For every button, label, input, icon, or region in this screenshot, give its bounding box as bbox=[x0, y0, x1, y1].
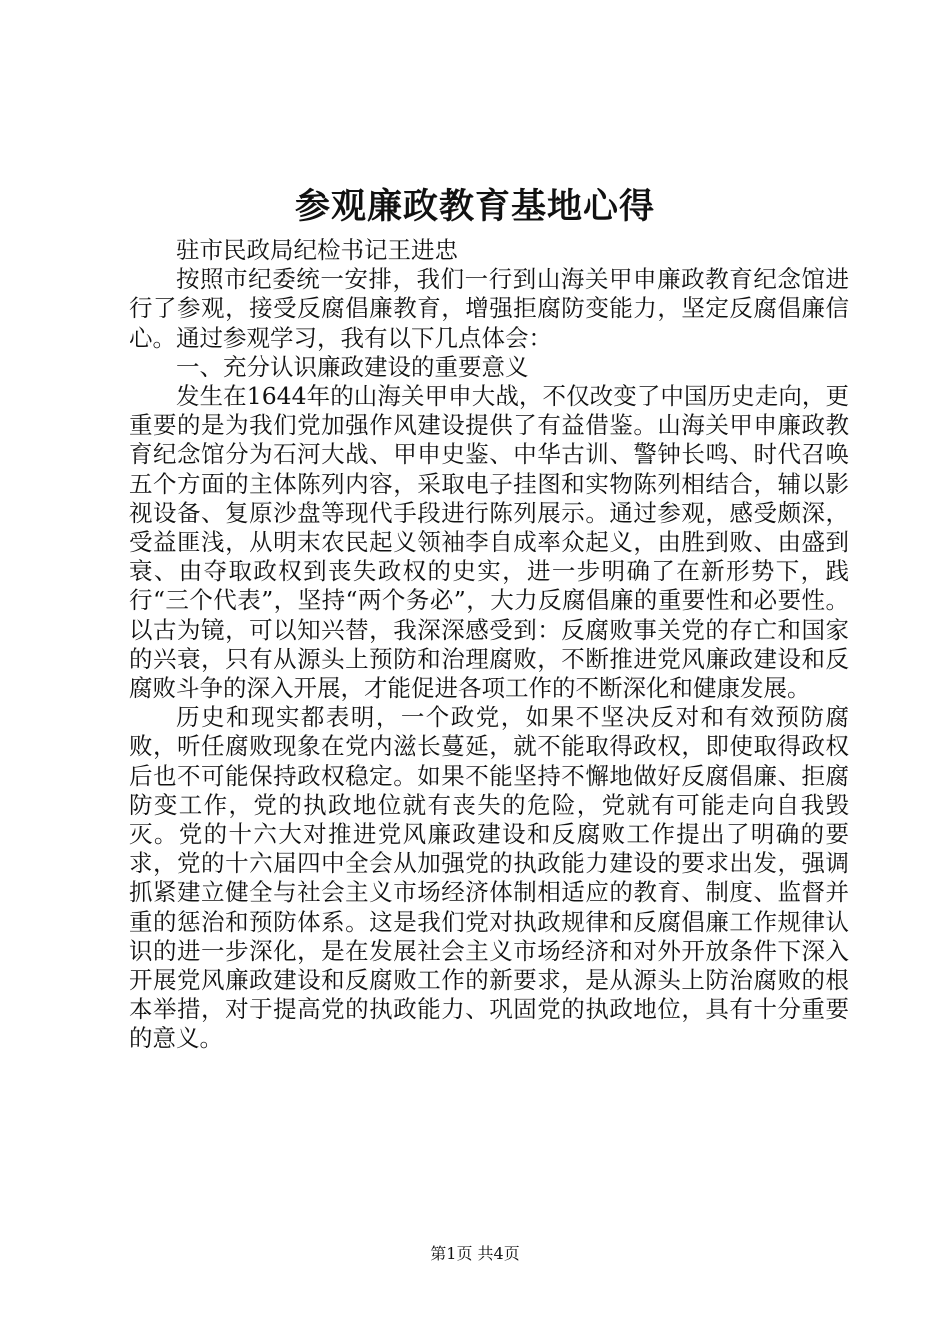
author-line: 驻市民政局纪检书记王进忠 bbox=[176, 236, 458, 264]
page-footer: 第1页 共4页 bbox=[430, 1244, 520, 1263]
section-heading: 一、充分认识廉政建设的重要意义 bbox=[176, 352, 529, 381]
document-body bbox=[129, 236, 849, 1054]
intro-paragraph: 按照市纪委统一安排，我们一行到山海关甲申廉政教育纪念馆进行了参观，接受反腐倡廉教育，增强拒腐防变能力，坚定反腐倡廉信心。通过参观学习，我有以下几点体会： bbox=[129, 265, 849, 352]
document-title: 参观廉政教育基地心得 bbox=[294, 186, 655, 227]
body-paragraph: 发生在1644年的山海关甲申大战，不仅改变了中国历史走向，更重要的是为我们党加强作风建设提供了有益借鉴。山海关甲申廉政教育纪念馆分为石河大战、甲申史鉴、中华古训、警钟长鸣、时代召唤五个方面的主体陈列内容，采取电子挂图和实物陈列相结合，辅以影视设备、复原沙盘等现代手段进行陈列展示。通过参观，感受颇深，受益匪浅，从明末农民起义领袖李自成率众起义，由胜到败、由盛到衰、由夺取政权到丧失政权的史实，进一步明确了在新形势下，践行“三个代表”，坚持“两个务必”，大力反腐倡廉的重要性和必要性。以古为镜，可以知兴替，我深深感受到：反腐败事关党的存亡和国家的兴衰，只有从源头上预防和治理腐败，不断推进党风廉政建设和反腐败斗争的深入开展，才能促进各项工作的不断深化和健康发展。 bbox=[129, 382, 849, 703]
body-paragraph: 历史和现实都表明，一个政党，如果不坚决反对和有效预防腐败，听任腐败现象在党内滋长蔓延，就不能取得政权，即使取得政权后也不可能保持政权稳定。如果不能坚持不懈地做好反腐倡廉、拒腐防变工作，党的执政地位就有丧失的危险，党就有可能走向自我毁灭。党的十六大对推进党风廉政建设和反腐败工作提出了明确的要求，党的十六届四中全会从加强党的执政能力建设的要求出发，强调抓紧建立健全与社会主义市场经济体制相适应的教育、制度、监督并重的惩治和预防体系。这是我们党对执政规律和反腐倡廉工作规律认识的进一步深化，是在发展社会主义市场经济和对外开放条件下深入开展党风廉政建设和反腐败工作的新要求，是从源头上防治腐败的根本举措，对于提高党的执政能力、巩固党的执政地位，具有十分重要的意义。 bbox=[129, 703, 849, 1053]
